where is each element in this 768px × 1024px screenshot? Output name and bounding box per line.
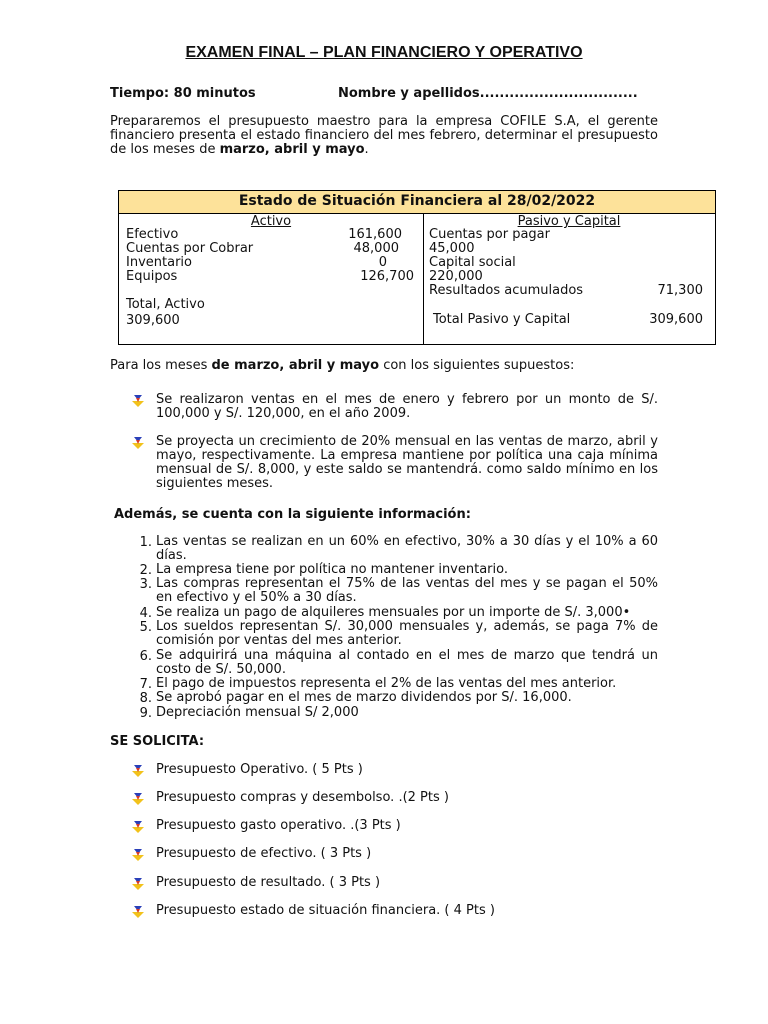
item-number: 1. (139, 535, 152, 550)
info-text: Las compras representan el 75% de las ventas del mes y se pagan el 50% en efectivo y el 50% a 30 días. (156, 576, 658, 605)
info-text: Se realiza un pago de alquileres mensuales por un importe de S/. 3,000• (156, 605, 631, 620)
item-number: 6. (139, 649, 152, 664)
item-number: 2. (139, 563, 152, 578)
info-text: Depreciación mensual S/ 2,000 (156, 705, 359, 720)
asset-label: Efectivo (126, 227, 179, 242)
asset-value: 126,700 (360, 269, 414, 284)
info-text: El pago de impuestos representa el 2% de las ventas del mes anterior. (156, 676, 617, 691)
intro-text: Prepararemos el presupuesto maestro para la empresa COFILE S.A, el gerente financiero presenta el estado financiero del mes febrero, determinar el presupuesto de los meses de (110, 114, 658, 157)
asset-value: 0 (378, 255, 387, 270)
total-assets-label: Total, Activo (126, 297, 205, 312)
intro-paragraph (110, 115, 658, 157)
total-assets-value: 309,600 (126, 313, 180, 328)
info-text: Se aprobó pagar en el mes de marzo dividendos por S/. 16,000. (156, 690, 572, 705)
arrow-bullet-icon (132, 395, 144, 407)
info-text: Se adquirirá una máquina al contado en el mes de marzo que tendrá un costo de S/. 50,000. (156, 648, 658, 677)
info-text: Las ventas se realizan en un 60% en efectivo, 30% a 30 días y el 10% a 60 días. (156, 534, 658, 563)
accounts-payable-value: 45,000 (429, 241, 475, 256)
intro-months: marzo, abril y mayo (219, 142, 365, 157)
request-text: Presupuesto de resultado. ( 3 Pts ) (156, 875, 381, 890)
arrow-bullet-icon (132, 821, 144, 833)
arrow-bullet-icon (132, 906, 144, 918)
asset-value: 48,000 (353, 241, 399, 256)
retained-earnings-label: Resultados acumulados (429, 283, 584, 298)
assumptions-intro-text: Para los meses (110, 358, 212, 373)
info-text: La empresa tiene por política no mantener inventario. (156, 562, 508, 577)
total-liabilities-value: 309,600 (649, 312, 703, 327)
arrow-bullet-icon (132, 765, 144, 777)
exam-title: EXAMEN FINAL – PLAN FINANCIERO Y OPERATIVO (185, 44, 583, 61)
accounts-payable-label: Cuentas por pagar (429, 227, 550, 242)
balance-sheet-table (118, 190, 716, 345)
asset-label: Equipos (126, 269, 178, 284)
item-number: 7. (139, 677, 152, 692)
request-text: Presupuesto compras y desembolso. .(2 Pts ) (156, 790, 449, 805)
item-number: 4. (139, 606, 152, 621)
balance-sheet-heading: Estado de Situación Financiera al 28/02/2022 (119, 191, 715, 214)
item-number: 9. (139, 706, 152, 721)
liabilities-header: Pasivo y Capital (517, 214, 621, 229)
arrow-bullet-icon (132, 878, 144, 890)
total-liabilities-label: Total Pasivo y Capital (433, 312, 571, 327)
assets-header: Activo (250, 214, 292, 229)
capital-value: 220,000 (429, 269, 483, 284)
item-number: 3. (139, 577, 152, 592)
intro-end: . (364, 142, 369, 157)
assumptions-intro (110, 359, 658, 373)
assumptions-months: de marzo, abril y mayo (211, 358, 380, 373)
name-label: Nombre y apellidos................................ (338, 86, 638, 101)
assumption-text: Se proyecta un crecimiento de 20% mensual en las ventas de marzo, abril y mayo, respectivamente. La empresa mantiene por política una caja mínima mensual de S/. 8,000, y este saldo se mantendrá. como saldo mínimo en los siguientes meses. (156, 434, 658, 491)
arrow-bullet-icon (132, 793, 144, 805)
capital-label: Capital social (429, 255, 516, 270)
info-text: Los sueldos representan S/. 30,000 mensuales y, además, se paga 7% de comisión por ventas del mes anterior. (156, 619, 658, 648)
request-text: Presupuesto Operativo. ( 5 Pts ) (156, 762, 363, 777)
asset-label: Inventario (126, 255, 192, 270)
asset-label: Cuentas por Cobrar (126, 241, 254, 256)
asset-value: 161,600 (348, 227, 402, 242)
retained-earnings-value: 71,300 (657, 283, 703, 298)
assets-column (119, 213, 424, 344)
arrow-bullet-icon (132, 849, 144, 861)
assumptions-intro-end: con los siguientes supuestos: (379, 358, 575, 373)
request-text: Presupuesto gasto operativo. .(3 Pts ) (156, 818, 401, 833)
item-number: 5. (139, 620, 152, 635)
arrow-bullet-icon (132, 437, 144, 449)
assumption-text: Se realizaron ventas en el mes de enero y febrero por un monto de S/. 100,000 y S/. 120,000, en el año 2009. (156, 392, 658, 421)
request-heading: SE SOLICITA: (110, 734, 205, 749)
time-label: Tiempo: 80 minutos (110, 86, 256, 101)
liabilities-column (423, 213, 715, 344)
request-text: Presupuesto estado de situación financiera. ( 4 Pts ) (156, 903, 495, 918)
info-heading: Además, se cuenta con la siguiente información: (114, 507, 471, 522)
request-text: Presupuesto de efectivo. ( 3 Pts ) (156, 846, 372, 861)
item-number: 8. (139, 691, 152, 706)
